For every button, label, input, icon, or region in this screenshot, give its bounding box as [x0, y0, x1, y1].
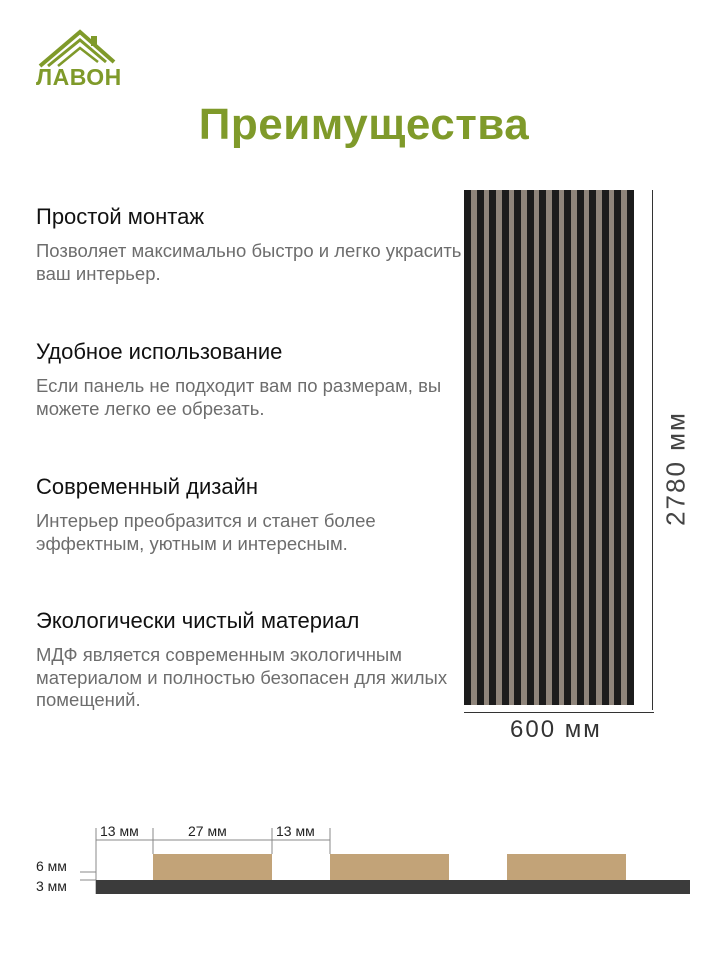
- panel-slat: [477, 190, 484, 705]
- profile-slat: [330, 854, 449, 880]
- feature-text: Если панель не подходит вам по размерам, вы можете легко ее обрезать.: [36, 375, 442, 419]
- dim-label-slat: 27 мм: [188, 823, 227, 839]
- panel-width-label: 600 мм: [510, 716, 602, 743]
- feature-modern-design: [36, 474, 466, 555]
- panel-slat: [489, 190, 496, 705]
- feature-title: Простой монтаж: [36, 204, 205, 229]
- panel-height-label: 2780 мм: [660, 411, 691, 526]
- page-title: Преимущества: [198, 100, 530, 149]
- panel-slat: [602, 190, 609, 705]
- panel-slat: [564, 190, 571, 705]
- feature-text: Интерьер преобразится и станет более эффектным, уютным и интересным.: [36, 510, 376, 554]
- panel-slat: [614, 190, 621, 705]
- panel-slat: [539, 190, 546, 705]
- feature-title: Современный дизайн: [36, 474, 259, 499]
- profile-slat: [507, 854, 626, 880]
- acoustic-panel-illustration: [464, 190, 634, 705]
- dim-label-slat-height: 6 мм: [36, 858, 67, 874]
- feature-convenient-use: [36, 339, 466, 420]
- dim-label-gap-1: 13 мм: [100, 823, 139, 839]
- feature-text: Позволяет максимально быстро и легко украсить ваш интерьер.: [36, 240, 462, 284]
- panel-slat: [577, 190, 584, 705]
- panel-slat: [627, 190, 634, 705]
- feature-title: Экологически чистый материал: [36, 608, 360, 633]
- panel-slat: [552, 190, 559, 705]
- dim-label-base-height: 3 мм: [36, 878, 67, 894]
- width-dimension-line: [464, 712, 654, 713]
- profile-slat: [153, 854, 272, 880]
- height-dimension-line: [652, 190, 653, 710]
- panel-slat: [589, 190, 596, 705]
- panel-slat: [502, 190, 509, 705]
- dim-label-gap-2: 13 мм: [276, 823, 315, 839]
- feature-text: МДФ является современным экологичным материалом и полностью безопасен для жилых помещений.: [36, 644, 448, 710]
- feature-easy-install: [36, 204, 466, 285]
- brand-name: ЛАВОН: [36, 64, 122, 90]
- panel-slat: [514, 190, 521, 705]
- profile-base: [96, 880, 690, 894]
- feature-eco-material: [36, 608, 466, 711]
- panel-slat: [527, 190, 534, 705]
- feature-title: Удобное использование: [36, 339, 283, 364]
- panel-slat: [464, 190, 471, 705]
